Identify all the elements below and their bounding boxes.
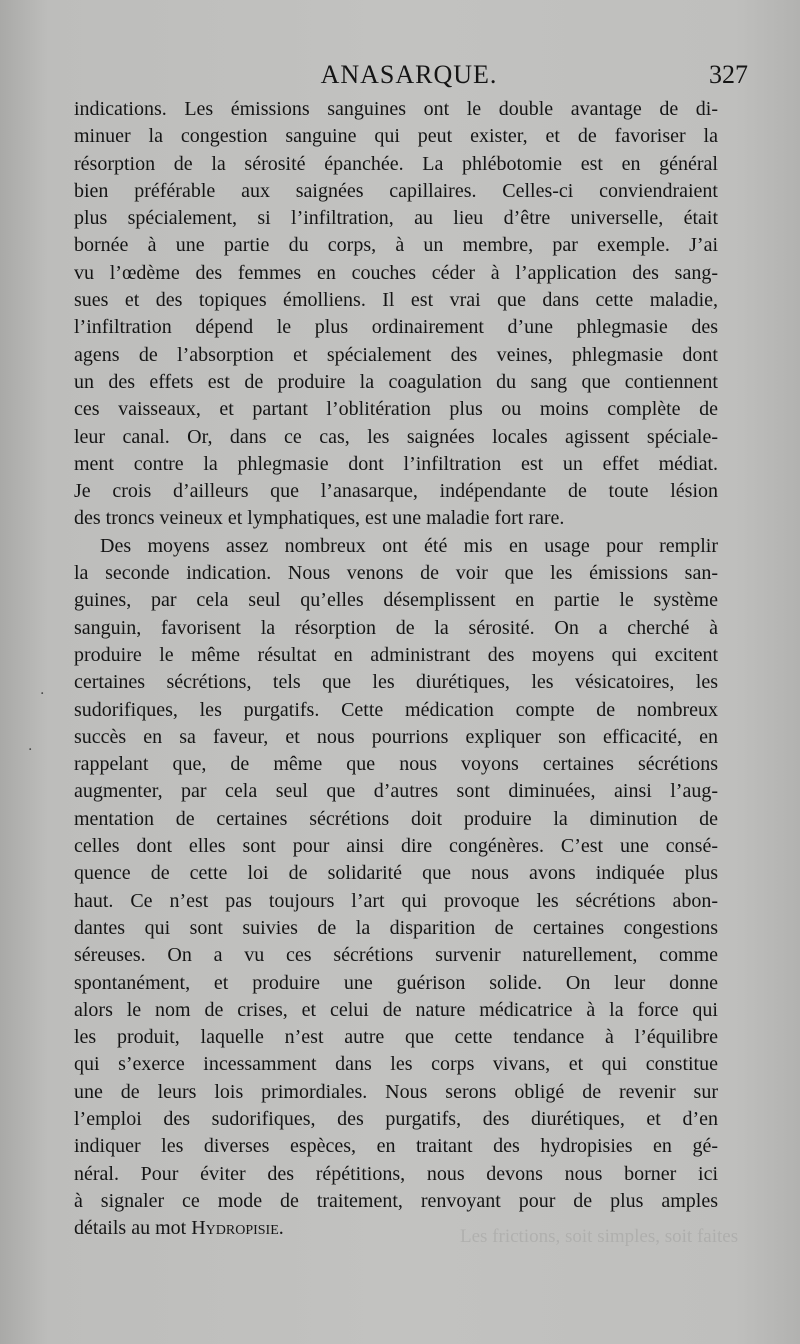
- text-line: bornée à une partie du corps, à un membre, par exemple. J’ai: [74, 234, 718, 257]
- final-line-suffix: .: [278, 1217, 284, 1240]
- text-line: les produit, laquelle n’est autre que cette tendance à l’équilibre: [74, 1026, 718, 1049]
- text-line: ment contre la phlegmasie dont l’infiltration est un effet médiat.: [74, 452, 718, 475]
- text-line: ces vaisseaux, et partant l’oblitération plus ou moins complète de: [74, 398, 718, 421]
- text-line: succès en sa faveur, et nous pourrions expliquer son efficacité, en: [74, 725, 718, 748]
- running-title: ANASARQUE.: [320, 60, 498, 89]
- text-line: guines, par cela seul qu’elles désemplissent en partie le système: [74, 589, 718, 612]
- cross-reference: Hydropisie: [191, 1217, 279, 1240]
- text-line: l’emploi des sudorifiques, des purgatifs, des diurétiques, et d’en: [74, 1107, 718, 1130]
- page-number: 327: [709, 60, 748, 89]
- text-line: résorption de la sérosité épanchée. La phlébotomie est en général: [74, 152, 718, 175]
- body-text: [74, 96, 718, 1242]
- final-line-prefix: détails au mot: [74, 1217, 192, 1240]
- text-line: qui s’exerce incessamment dans les corps vivans, et qui constitue: [74, 1053, 718, 1076]
- text-line: sues et des topiques émolliens. Il est vrai que dans cette maladie,: [74, 289, 718, 312]
- text-line: néral. Pour éviter des répétitions, nous devons nous borner ici: [74, 1162, 718, 1185]
- text-line: produire le même résultat en administrant des moyens qui excitent: [74, 643, 718, 666]
- text-line: l’infiltration dépend le plus ordinairement d’une phlegmasie des: [74, 316, 718, 339]
- text-line: leur canal. Or, dans ce cas, les saignées locales agissent spéciale-: [74, 425, 718, 448]
- text-line: augmenter, par cela seul que d’autres sont diminuées, ainsi l’aug-: [74, 780, 718, 803]
- text-line: alors le nom de crises, et celui de nature médicatrice à la force qui: [74, 998, 718, 1021]
- text-line: Je crois d’ailleurs que l’anasarque, indépendante de toute lésion: [74, 480, 718, 503]
- text-line: sanguin, favorisent la résorption de la sérosité. On a cherché à: [74, 616, 718, 639]
- margin-speck: ·: [40, 686, 45, 702]
- bleed-through-text: Les frictions, soit simples, soit faites: [460, 1226, 739, 1247]
- text-line: celles dont elles sont pour ainsi dire congénères. C’est une consé-: [74, 835, 718, 858]
- text-line: minuer la congestion sanguine qui peut exister, et de favoriser la: [74, 125, 718, 148]
- text-line: à signaler ce mode de traitement, renvoyant pour de plus amples: [74, 1189, 718, 1212]
- text-line: mentation de certaines sécrétions doit produire la diminution de: [74, 807, 718, 830]
- paragraph-end-line: des troncs veineux et lymphatiques, est une maladie fort rare.: [74, 507, 565, 530]
- text-line: un des effets est de produire la coagulation du sang que contiennent: [74, 370, 718, 393]
- text-line: haut. Ce n’est pas toujours l’art qui provoque les sécrétions abon-: [74, 889, 718, 912]
- text-line: rappelant que, de même que nous voyons certaines sécrétions: [74, 753, 718, 776]
- text-line: vu l’œdème des femmes en couches céder à l’application des sang-: [74, 261, 718, 284]
- text-line: une de leurs lois primordiales. Nous serons obligé de revenir sur: [74, 1080, 718, 1103]
- text-line: la seconde indication. Nous venons de voir que les émissions san-: [74, 562, 718, 585]
- paragraph-start-line: Des moyens assez nombreux ont été mis en usage pour remplir: [100, 534, 718, 557]
- text-line: indications. Les émissions sanguines ont le double avantage de di-: [74, 98, 718, 120]
- text-line: indiquer les diverses espèces, en traitant des hydropisies en gé-: [74, 1135, 718, 1158]
- page-header: [70, 56, 748, 96]
- text-line: sudorifiques, les purgatifs. Cette médication compte de nombreux: [74, 698, 718, 721]
- text-line: agens de l’absorption et spécialement des veines, phlegmasie dont: [74, 343, 718, 366]
- text-line: dantes qui sont suivies de la disparition de certaines congestions: [74, 916, 718, 939]
- text-line: certaines sécrétions, tels que les diurétiques, les vésicatoires, les: [74, 671, 718, 694]
- text-line: spontanément, et produire une guérison solide. On leur donne: [74, 971, 718, 994]
- text-line: bien préférable aux saignées capillaires. Celles-ci conviendraient: [74, 179, 718, 202]
- text-line: séreuses. On a vu ces sécrétions survenir naturellement, comme: [74, 944, 718, 967]
- text-line: plus spécialement, si l’infiltration, au lieu d’être universelle, était: [74, 207, 718, 230]
- margin-speck: ·: [28, 742, 33, 758]
- text-line: quence de cette loi de solidarité que nous avons indiquée plus: [74, 862, 718, 885]
